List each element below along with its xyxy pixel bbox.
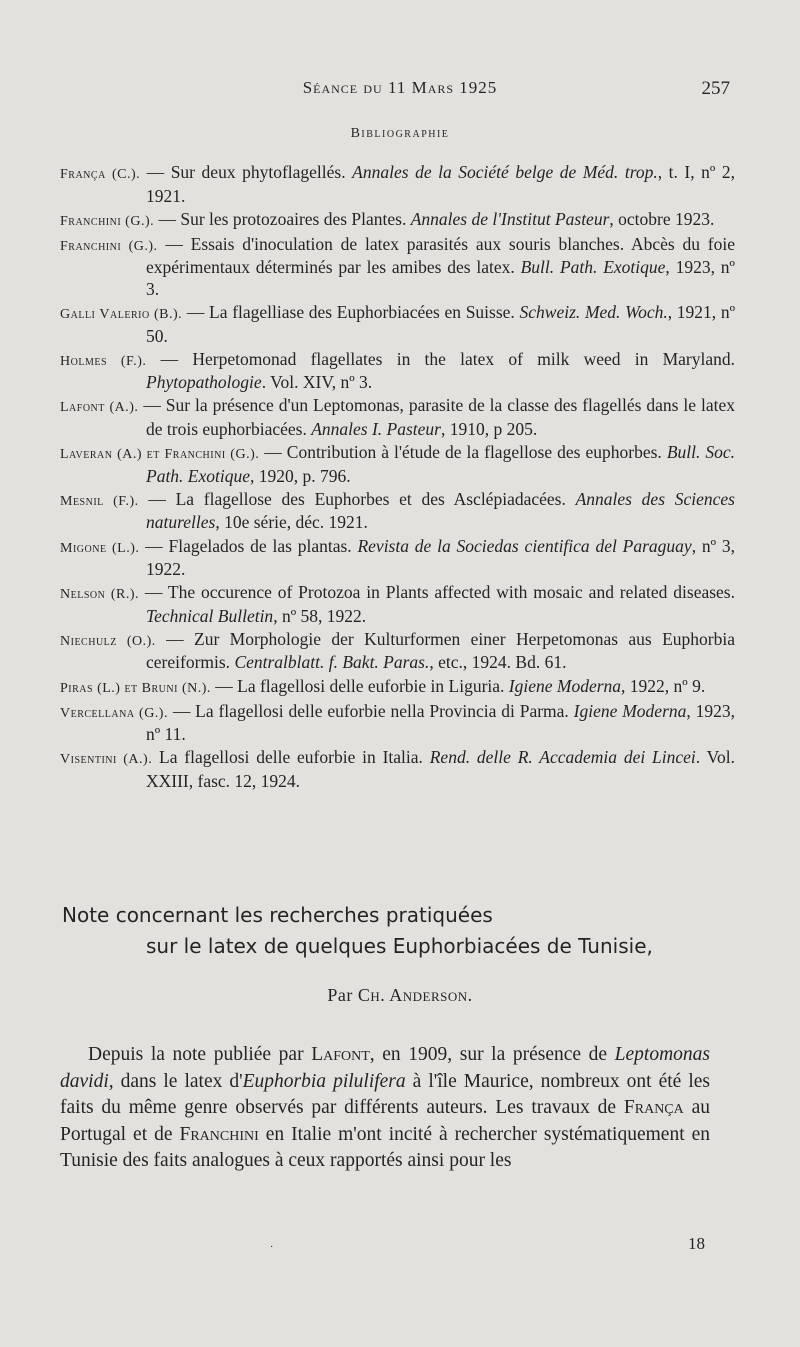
bib-journal: Revista de la Sociedas cientifica del Paraguay	[357, 535, 692, 556]
bib-details: , 1923, nº 3.	[146, 257, 735, 299]
bib-author: Mesnil (F.).	[60, 493, 139, 509]
bib-details: , nº 3, 1922.	[146, 535, 735, 580]
bib-text: — Sur la présence d'un Leptomonas, parasite de la classe des flagellés dans le latex de trois euphorbiacées.	[138, 395, 735, 440]
bib-details: , 1923, nº 11.	[146, 700, 735, 745]
bib-entry	[60, 582, 735, 627]
bib-text: — Sur deux phytoflagellés.	[140, 162, 353, 182]
text-run: Depuis la note publiée par	[88, 1044, 312, 1065]
bib-journal: Schweiz. Med. Woch.	[519, 302, 668, 323]
text-run: , dans le latex d'	[108, 1070, 243, 1092]
running-head: Séance du 11 Mars 1925	[302, 78, 498, 97]
bib-entry	[60, 349, 735, 394]
bib-text: — Zur Morphologie der Kulturformen einer Herpetomonas aus Euphorbia cereiformis.	[146, 628, 735, 673]
bib-text: — Herpetomonad flagellates in the latex of milk weed in Maryland.	[146, 348, 735, 369]
text-run: , en 1909, sur la présence de	[369, 1044, 615, 1065]
bib-entry	[60, 209, 735, 233]
bib-text: — La flagellose des Euphorbes et des Asclépiadacées.	[138, 488, 576, 509]
bib-author: Migone (L.).	[60, 540, 140, 556]
bib-author: França (C.).	[60, 167, 141, 182]
bib-journal: Annales I. Pasteur	[311, 419, 441, 440]
bib-journal: Bull. Soc. Path. Exotique	[146, 442, 736, 486]
body-text	[60, 1042, 710, 1175]
bib-entry	[60, 162, 735, 207]
bib-details: , etc., 1924. Bd. 61.	[429, 652, 567, 673]
text-run: au Portugal et de	[60, 1097, 711, 1145]
bib-text: — Sur les protozoaires des Plantes.	[154, 208, 411, 229]
stray-mark: ·	[270, 1242, 274, 1253]
bib-entry	[60, 629, 735, 674]
bib-details: . Vol. XXIII, fasc. 12, 1924.	[146, 747, 736, 791]
bib-journal: Phytopathologie	[146, 372, 262, 393]
bib-author: Niechulz (O.).	[60, 633, 156, 649]
bib-author: Nelson (R.).	[60, 587, 139, 603]
bib-details: , 1920, p. 796.	[250, 465, 351, 486]
bib-details: . Vol. XIV, nº 3.	[261, 372, 373, 393]
bib-details: , 1922, nº 9.	[621, 675, 706, 696]
bib-text: — Essais d'inoculation de latex parasités aux souris blanches. Abcès du foie expérimentaux déterminés par les amibes des latex.	[146, 233, 735, 278]
author-name: Lafont	[311, 1044, 370, 1065]
bib-author: Lafont (A.).	[60, 400, 139, 416]
bibliography-list	[60, 162, 735, 794]
bib-entry	[60, 442, 735, 487]
byline-prefix: Par	[327, 985, 358, 1005]
bib-journal: Bull. Path. Exotique	[520, 257, 666, 278]
text-run: à l'île Maurice, nombreux ont été les faits du même genre observés par différents auteurs. Les travaux de	[60, 1070, 711, 1118]
italic-term: Leptomonas davidi	[60, 1044, 710, 1092]
bib-author: Franchini (G.).	[60, 213, 155, 229]
bib-journal: Annales de la Société belge de Méd. trop.	[352, 162, 658, 182]
section-title: Bibliographie	[350, 126, 450, 141]
bib-entry	[60, 536, 735, 581]
text-run: en Italie m'ont incité à rechercher systématiquement en Tunisie des faits analogues à ceux rapportés ainsi pour les	[60, 1123, 710, 1171]
bib-text: — La flagellosi delle euforbie nella Provincia di Parma.	[167, 700, 574, 721]
bib-entry	[60, 489, 735, 534]
bib-entry	[60, 395, 735, 440]
bib-entry	[60, 747, 735, 792]
bib-journal: Technical Bulletin	[146, 605, 274, 626]
note-title-line2: sur le latex de quelques Euphorbiacées de Tunisie,	[146, 934, 653, 958]
bib-details: , t. I, nº 2, 1921.	[146, 162, 735, 206]
bib-text: — Flagelados de las plantas.	[139, 535, 358, 556]
italic-term: Euphorbia pilulifera	[242, 1070, 406, 1092]
bib-details: , octobre 1923.	[609, 208, 715, 229]
bib-entry	[60, 234, 735, 301]
bib-journal: Centralblatt. f. Bakt. Paras.	[234, 652, 430, 673]
bib-text: — Contribution à l'étude de la flagellose des euphorbes.	[259, 442, 667, 463]
bib-details: , 10e série, déc. 1921.	[215, 512, 368, 533]
bib-journal: Annales de l'Institut Pasteur	[410, 208, 610, 229]
byline	[0, 985, 800, 1006]
bib-author: Laveran (A.) et Franchini (G.).	[60, 447, 260, 463]
bib-entry	[60, 302, 735, 347]
bib-text: — La flagellosi delle euforbie in Liguria.	[210, 675, 509, 696]
body-paragraph	[60, 1042, 710, 1175]
bib-entry	[60, 676, 735, 700]
note-title-line1: Note concernant les recherches pratiquées	[62, 903, 493, 927]
note-title	[62, 900, 712, 962]
bib-author: Franchini (G.).	[60, 238, 158, 254]
bib-entry	[60, 701, 735, 746]
bib-author: Galli Valerio (B.).	[60, 307, 183, 323]
signature-mark: 18	[688, 1234, 705, 1253]
bib-text: — La flagelliase des Euphorbiacées en Suisse.	[182, 302, 520, 323]
bib-details: , nº 58, 1922.	[273, 605, 367, 626]
bib-author: Piras (L.) et Bruni (N.).	[60, 680, 211, 696]
author-name: França	[623, 1097, 684, 1118]
byline-author: Ch. Anderson.	[357, 985, 473, 1005]
page-number: 257	[701, 78, 730, 99]
bib-text: — The occurence of Protozoa in Plants affected with mosaic and related diseases.	[138, 582, 735, 603]
bib-details: , 1921, nº 50.	[146, 302, 736, 346]
bib-journal: Igiene Moderna	[573, 700, 687, 721]
bib-author: Visentini (A.).	[60, 752, 153, 768]
bib-journal: Igiene Moderna	[508, 675, 622, 696]
bib-details: , 1910, p 205.	[441, 419, 538, 440]
bib-journal: Rend. delle R. Accademia dei Lincei	[429, 747, 696, 768]
bib-author: Holmes (F.).	[60, 353, 147, 369]
bib-text: La flagellosi delle euforbie in Italia.	[152, 747, 430, 768]
bib-journal: Annales des Sciences naturelles	[146, 488, 735, 533]
author-name: Franchini	[179, 1123, 259, 1145]
bib-author: Vercellana (G.).	[60, 705, 168, 721]
